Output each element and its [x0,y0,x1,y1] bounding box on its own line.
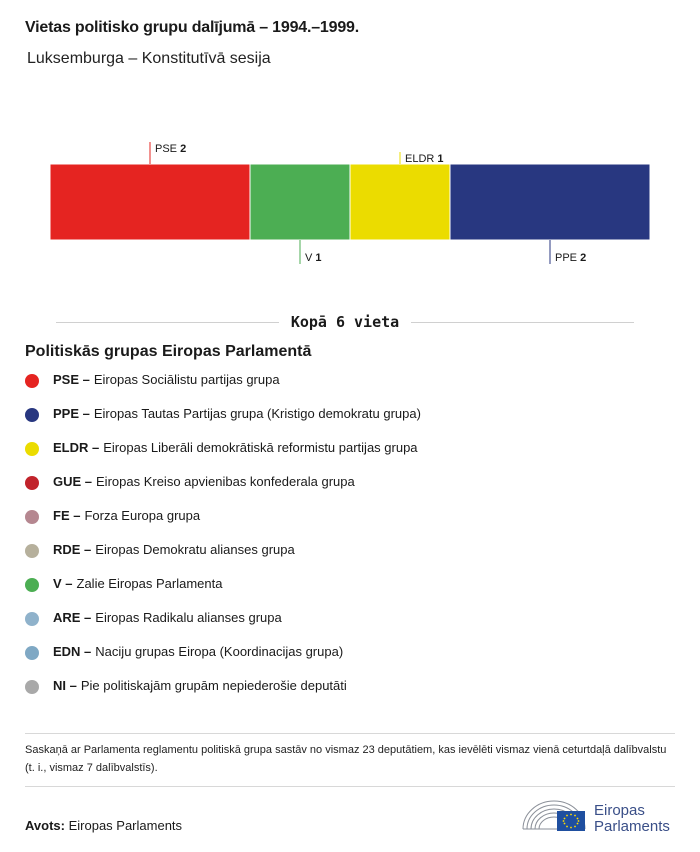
legend-description: Zalie Eiropas Parlamenta [76,576,223,591]
legend-description: Eiropas Liberāli demokrātiskā reformistu partijas grupa [103,440,418,455]
data-label: PSE 2 [155,143,187,155]
legend-abbreviation: FE – [53,508,81,523]
legend-color-dot [25,646,39,660]
legend-color-dot [25,408,39,422]
bar-segment-ppe [450,164,650,240]
legend-description: Eiropas Tautas Partijas grupa (Kristigo demokratu grupa) [93,406,421,421]
legend-abbreviation: ARE – [53,610,92,625]
legend-abbreviation: EDN – [53,644,92,659]
legend-item [25,473,665,507]
footnote: Saskaņā ar Parlamenta reglamentu politiskā grupa sastāv no vismaz 23 deputātiem, kas ievēlēti vismaz vienā ceturtdaļā dalībvalstu (t. i., vismaz 7 dalībvalstīs). [25,744,667,774]
legend-color-dot [25,680,39,694]
total-seats [56,312,634,332]
logo-line-2: Parlaments [594,818,670,835]
legend-item [25,541,665,575]
legend-color-dot [25,476,39,490]
seat-distribution-chart [0,130,700,280]
source-value: Eiropas Parlaments [68,818,183,833]
legend-abbreviation: GUE – [53,474,93,489]
total-seats-label: Kopā 6 vieta [279,313,411,331]
legend-color-dot [25,612,39,626]
data-label: V 1 [305,252,322,264]
legend-item [25,439,665,473]
legend-item [25,405,665,439]
legend-abbreviation: NI – [53,678,77,693]
legend [25,371,665,711]
legend-color-dot [25,544,39,558]
data-label: PPE 2 [555,252,587,264]
legend-description: Pie politiskajām grupām nepiederošie deputāti [80,678,347,693]
bar-segment-v [250,164,350,240]
legend-title: Politiskās grupas Eiropas Parlamentā [25,343,312,360]
data-label: ELDR 1 [405,153,444,165]
legend-abbreviation: PPE – [53,406,90,421]
legend-item [25,643,665,677]
legend-item [25,609,665,643]
source-label: Avots: [25,818,65,833]
legend-description: Forza Europa grupa [84,508,201,523]
chart-subtitle: Luksemburga – Konstitutīvā sesija [27,50,271,67]
chart-title: Vietas politisko grupu dalījumā – 1994.–1999. [25,19,359,36]
legend-color-dot [25,578,39,592]
legend-color-dot [25,510,39,524]
legend-description: Eiropas Demokratu alianses grupa [95,542,295,557]
legend-item [25,575,665,609]
legend-abbreviation: V – [53,576,73,591]
legend-abbreviation: RDE – [53,542,92,557]
legend-description: Eiropas Sociālistu partijas grupa [93,372,280,387]
legend-abbreviation: PSE – [53,372,90,387]
legend-color-dot [25,442,39,456]
legend-color-dot [25,374,39,388]
legend-item [25,371,665,405]
divider-top [25,733,675,734]
source [25,818,182,833]
legend-description: Eiropas Radikalu alianses grupa [95,610,282,625]
legend-description: Eiropas Kreiso apvienibas konfederala grupa [96,474,355,489]
legend-description: Naciju grupas Eiropa (Koordinacijas grupa) [95,644,344,659]
legend-item [25,677,665,711]
logo-line-1: Eiropas [594,802,645,819]
legend-item [25,507,665,541]
bar-segment-eldr [350,164,450,240]
bar-segment-pse [50,164,250,240]
european-parliament-logo [521,795,681,835]
legend-abbreviation: ELDR – [53,440,100,455]
divider-bottom [25,786,675,787]
hemicycle-eu-flag-icon [521,795,591,835]
